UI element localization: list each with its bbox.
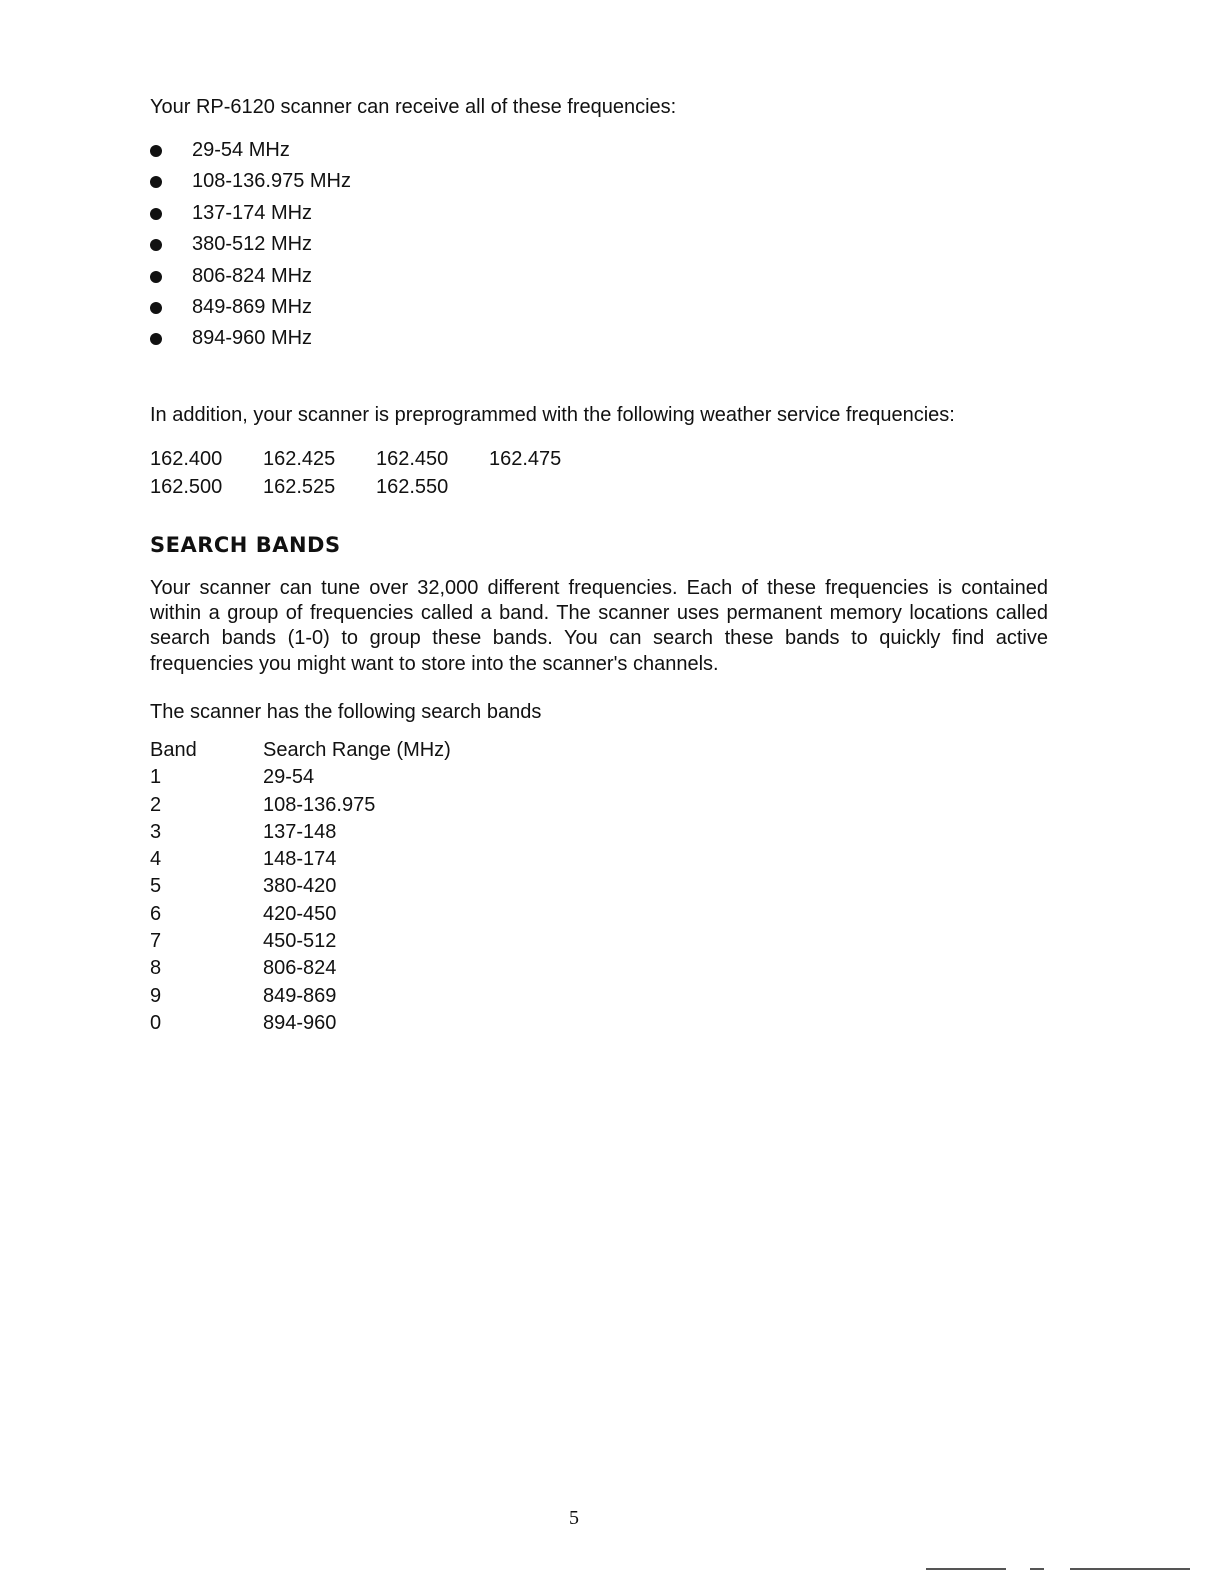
search-bands-table bbox=[150, 737, 451, 1037]
weather-frequency: 162.550 bbox=[376, 476, 449, 498]
search-bands-paragraph: Your scanner can tune over 32,000 different frequencies. Each of these frequencies is contained within a group of frequencies called a band. The scanner uses permanent memory locations called search bands (1-0) to group these bands. You can search these bands to quickly find active frequencies you might want to store into the scanner's channels. bbox=[150, 577, 1048, 675]
search-range: 806-824 bbox=[263, 957, 337, 980]
bullet-icon bbox=[150, 333, 162, 345]
table-row bbox=[150, 819, 451, 846]
weather-frequency-row bbox=[150, 474, 602, 502]
column-header-search-range: Search Range (MHz) bbox=[263, 739, 451, 761]
table-row bbox=[150, 1010, 451, 1037]
table-row bbox=[150, 873, 451, 900]
table-row bbox=[150, 928, 451, 955]
weather-frequency-row bbox=[150, 446, 602, 474]
weather-frequency: 162.525 bbox=[263, 476, 336, 498]
search-range: 380-420 bbox=[263, 875, 337, 898]
bullet-icon bbox=[150, 239, 162, 251]
page-number: 5 bbox=[569, 1507, 579, 1529]
frequency-range: 108-136.975 MHz bbox=[192, 170, 351, 193]
weather-frequency: 162.500 bbox=[150, 476, 223, 498]
list-item bbox=[150, 263, 351, 294]
weather-intro-text: In addition, your scanner is preprogrammed with the following weather service frequencies: bbox=[150, 404, 955, 426]
list-item bbox=[150, 137, 351, 168]
list-item bbox=[150, 325, 351, 356]
table-row bbox=[150, 846, 451, 873]
band-number: 0 bbox=[150, 1011, 162, 1034]
bullet-icon bbox=[150, 302, 162, 314]
frequency-range-list bbox=[150, 137, 351, 357]
bullet-icon bbox=[150, 176, 162, 188]
search-range: 108-136.975 bbox=[263, 793, 376, 816]
weather-frequency: 162.450 bbox=[376, 448, 449, 470]
table-row bbox=[150, 955, 451, 982]
frequency-range: 849-869 MHz bbox=[192, 295, 313, 318]
section-heading: SEARCH BANDS bbox=[150, 533, 341, 557]
band-number: 2 bbox=[150, 793, 162, 816]
band-number: 5 bbox=[150, 875, 162, 898]
frequency-range: 137-174 MHz bbox=[192, 201, 313, 224]
weather-frequency: 162.400 bbox=[150, 448, 223, 470]
search-range: 849-869 bbox=[263, 984, 337, 1007]
search-range: 450-512 bbox=[263, 930, 337, 953]
search-range: 29-54 bbox=[263, 766, 315, 789]
list-item bbox=[150, 231, 351, 262]
search-range: 137-148 bbox=[263, 820, 337, 843]
table-row bbox=[150, 764, 451, 791]
search-range: 148-174 bbox=[263, 848, 337, 871]
band-number: 4 bbox=[150, 848, 162, 871]
frequency-range: 380-512 MHz bbox=[192, 233, 313, 256]
frequency-range: 806-824 MHz bbox=[192, 264, 313, 287]
weather-frequency: 162.475 bbox=[489, 448, 562, 470]
list-item bbox=[150, 200, 351, 231]
weather-frequency-grid bbox=[150, 446, 602, 502]
search-range: 894-960 bbox=[263, 1011, 337, 1034]
search-range: 420-450 bbox=[263, 902, 337, 925]
frequency-range: 894-960 MHz bbox=[192, 327, 313, 350]
table-row bbox=[150, 792, 451, 819]
scan-artifact-line bbox=[1070, 1568, 1190, 1570]
scan-artifact-line bbox=[926, 1568, 1006, 1570]
table-row bbox=[150, 901, 451, 928]
weather-frequency: 162.425 bbox=[263, 448, 336, 470]
bullet-icon bbox=[150, 271, 162, 283]
band-number: 6 bbox=[150, 902, 162, 925]
bullet-icon bbox=[150, 208, 162, 220]
band-number: 8 bbox=[150, 957, 162, 980]
intro-text: Your RP-6120 scanner can receive all of these frequencies: bbox=[150, 96, 677, 118]
band-number: 7 bbox=[150, 930, 162, 953]
list-item bbox=[150, 168, 351, 199]
table-row bbox=[150, 983, 451, 1010]
bullet-icon bbox=[150, 145, 162, 157]
table-header-row bbox=[150, 737, 451, 764]
band-number: 3 bbox=[150, 820, 162, 843]
band-number: 9 bbox=[150, 984, 162, 1007]
list-item bbox=[150, 294, 351, 325]
scan-artifact-line bbox=[1030, 1568, 1044, 1570]
search-bands-table-intro: The scanner has the following search bands bbox=[150, 701, 542, 723]
frequency-range: 29-54 MHz bbox=[192, 139, 290, 161]
band-number: 1 bbox=[150, 766, 162, 789]
column-header-band: Band bbox=[150, 739, 197, 761]
